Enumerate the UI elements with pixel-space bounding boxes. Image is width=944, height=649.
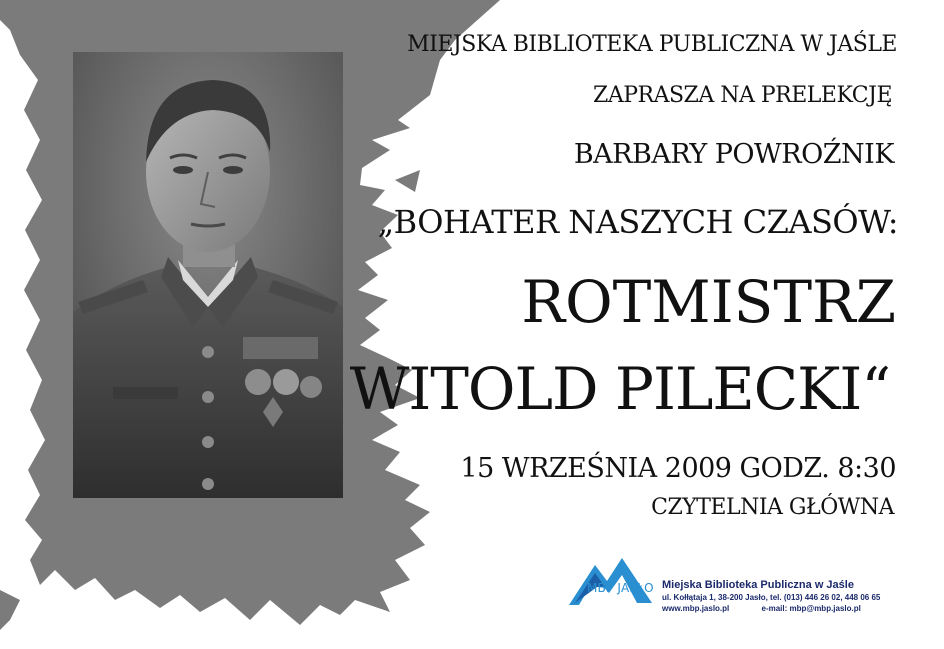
library-footer (567, 553, 881, 615)
logo-text: MBP JASŁO (587, 581, 654, 595)
speaker-name: BARBARY POWROŹNIK (573, 139, 894, 170)
event-datetime: 15 WRZEŚNIA 2009 GODZ. 8:30 (460, 453, 896, 484)
footer-email: e-mail: mbp@mbp.jaslo.pl (761, 604, 861, 613)
subject-rank: ROTMISTRZ (521, 268, 896, 336)
footer-address: ul. Kołłątaja 1, 38-200 Jasło, tel. (013) 446 26 02, 448 06 65 (662, 593, 881, 602)
portrait-photo (73, 52, 343, 498)
subject-name: WITOLD PILECKI“ (349, 355, 890, 423)
footer-library-name: Miejska Biblioteka Publiczna w Jaśle (662, 579, 854, 591)
lecture-title: „BOHATER NASZYCH CZASÓW: (377, 203, 898, 241)
footer-website: www.mbp.jaslo.pl (662, 604, 730, 613)
event-location: CZYTELNIA GŁÓWNA (651, 495, 894, 520)
footer-web-line (662, 603, 880, 614)
invites-line: ZAPRASZA NA PRELEKCJĘ (593, 83, 892, 108)
library-heading: MIEJSKA BIBLIOTEKA PUBLICZNA W JAŚLE (407, 32, 897, 57)
footer-contact (662, 578, 880, 614)
library-logo (567, 553, 657, 608)
